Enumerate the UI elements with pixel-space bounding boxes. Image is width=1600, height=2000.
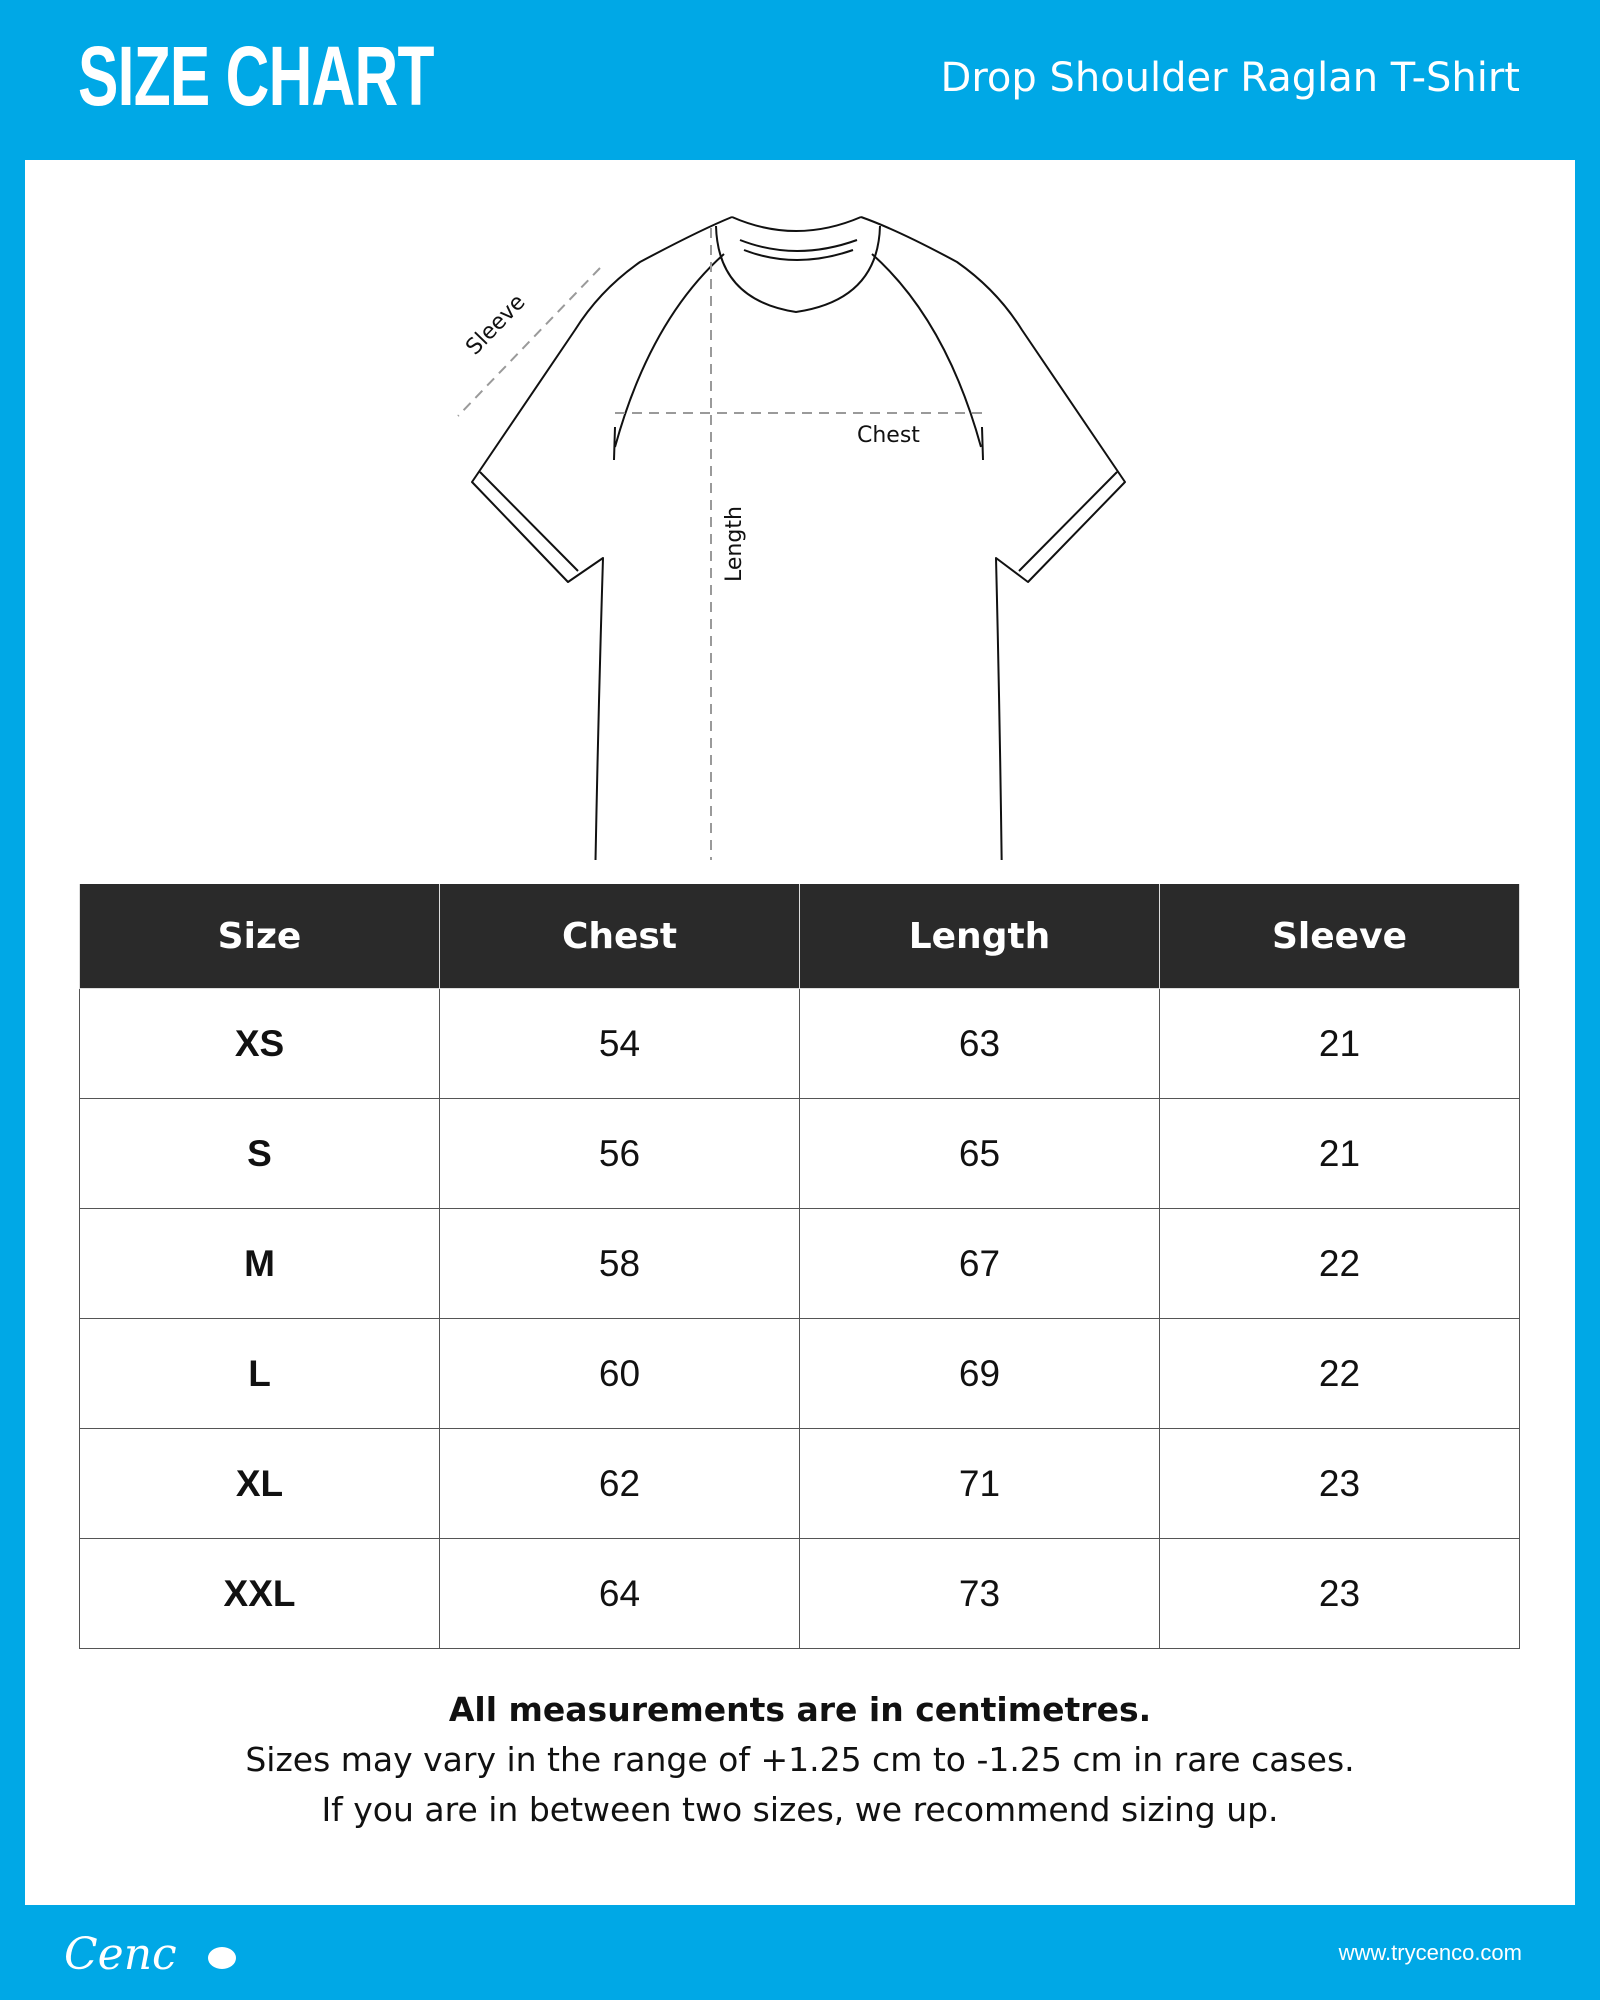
- chest-cell: 60: [440, 1319, 800, 1429]
- table-row: [80, 1539, 1520, 1649]
- length-cell: 73: [800, 1539, 1160, 1649]
- length-cell: 67: [800, 1209, 1160, 1319]
- sizing-advice-note: If you are in between two sizes, we recommend sizing up.: [321, 1790, 1279, 1829]
- table-row: [80, 989, 1520, 1099]
- product-name: Drop Shoulder Raglan T-Shirt: [940, 55, 1520, 101]
- brand-logo: [62, 1925, 242, 1981]
- chest-cell: 58: [440, 1209, 800, 1319]
- page-title: SIZE CHART: [78, 29, 434, 123]
- sleeve-label: Sleeve: [461, 289, 531, 361]
- table-row: [80, 1099, 1520, 1209]
- size-table: [79, 884, 1520, 1649]
- units-note: All measurements are in centimetres.: [448, 1690, 1152, 1729]
- size-cell: S: [80, 1099, 440, 1209]
- table-header-row: [80, 884, 1520, 989]
- table-row: [80, 1319, 1520, 1429]
- chest-cell: 64: [440, 1539, 800, 1649]
- size-cell: XS: [80, 989, 440, 1099]
- sleeve-cell: 23: [1160, 1429, 1520, 1539]
- size-cell: XL: [80, 1429, 440, 1539]
- chest-label: Chest: [857, 423, 920, 448]
- length-cell: 69: [800, 1319, 1160, 1429]
- column-header-chest: Chest: [440, 884, 800, 989]
- column-header-size: Size: [80, 884, 440, 989]
- length-cell: 65: [800, 1099, 1160, 1209]
- sleeve-cell: 23: [1160, 1539, 1520, 1649]
- sleeve-cell: 22: [1160, 1209, 1520, 1319]
- sleeve-cell: 21: [1160, 1099, 1520, 1209]
- size-cell: L: [80, 1319, 440, 1429]
- length-cell: 71: [800, 1429, 1160, 1539]
- size-cell: XXL: [80, 1539, 440, 1649]
- length-label: Length: [722, 506, 747, 582]
- tshirt-diagram: [0, 0, 1600, 860]
- sleeve-cell: 21: [1160, 989, 1520, 1099]
- shirt-outline: [472, 217, 1125, 860]
- chest-cell: 62: [440, 1429, 800, 1539]
- length-cell: 63: [800, 989, 1160, 1099]
- size-cell: M: [80, 1209, 440, 1319]
- svg-text:Cenc: Cenc: [64, 1929, 177, 1980]
- column-header-length: Length: [800, 884, 1160, 989]
- column-header-sleeve: Sleeve: [1160, 884, 1520, 989]
- chest-cell: 54: [440, 989, 800, 1099]
- tolerance-note: Sizes may vary in the range of +1.25 cm to -1.25 cm in rare cases.: [245, 1740, 1355, 1779]
- chest-cell: 56: [440, 1099, 800, 1209]
- table-row: [80, 1429, 1520, 1539]
- sleeve-cell: 22: [1160, 1319, 1520, 1429]
- website-url[interactable]: www.trycenco.com: [1338, 1940, 1522, 1965]
- table-row: [80, 1209, 1520, 1319]
